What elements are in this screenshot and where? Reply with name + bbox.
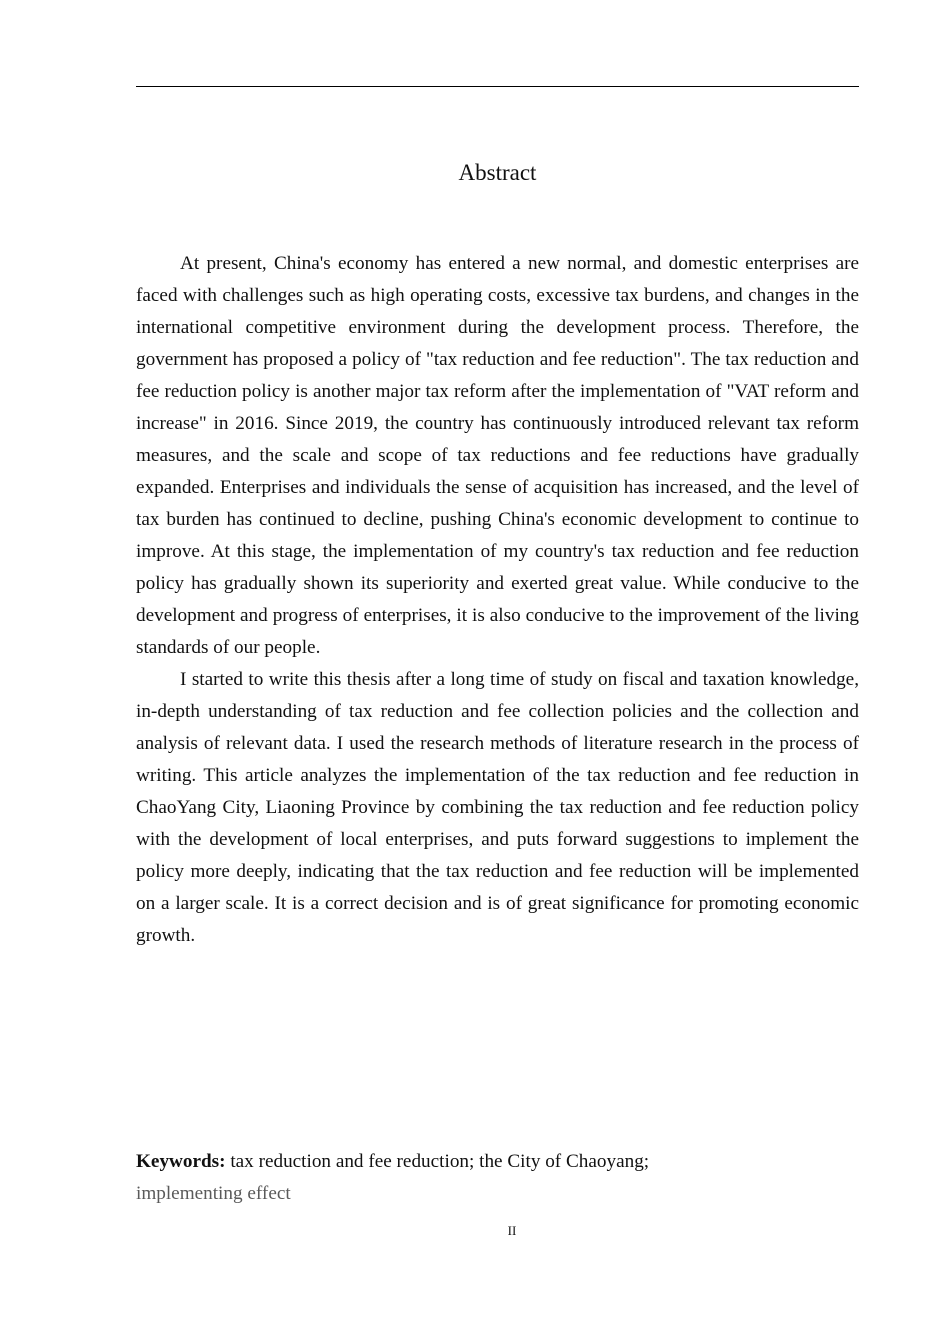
keywords-label: Keywords: (136, 1151, 226, 1172)
keywords-text-continued: implementing effect (136, 1183, 291, 1204)
abstract-paragraph-1: At present, China's economy has entered a new normal, and domestic enterprises are faced with challenges such as high operating costs, excessive tax burdens, and changes in the international competitive environment during the development process. Therefore, the government has proposed a policy of "tax reduction and fee reduction". The tax reduction and fee reduction policy is another major tax reform after the implementation of "VAT reform and increase" in 2016. Since 2019, the country has continuously introduced relevant tax reform measures, and the scale and scope of tax reductions and fee reductions have gradually expanded. Enterprises and individuals the sense of acquisition has increased, and the level of tax burden has continued to decline, pushing China's economic development to continue to improve. At this stage, the implementation of my country's tax reduction and fee reduction policy has gradually shown its superiority and exerted great value. While conducive to the development and progress of enterprises, it is also conducive to the improvement of the living standards of our people. (136, 253, 859, 658)
keywords-section (136, 1146, 859, 1210)
page-title: Abstract (458, 160, 537, 185)
header-rule (136, 86, 859, 87)
abstract-paragraph-2: I started to write this thesis after a long time of study on fiscal and taxation knowledge, in-depth understanding of tax reduction and fee collection policies and the collection and analysis of relevant data. I used the research methods of literature research in the process of writing. This article analyzes the implementation of the tax reduction and fee reduction in ChaoYang City, Liaoning Province by combining the tax reduction and fee reduction policy with the development of local enterprises, and puts forward suggestions to implement the policy more deeply, indicating that the tax reduction and fee reduction will be implemented on a larger scale. It is a correct decision and is of great significance for promoting economic growth. (136, 669, 859, 946)
keywords-text: tax reduction and fee reduction; the City of Chaoyang; (225, 1151, 650, 1172)
page-number: II (507, 1223, 517, 1238)
abstract-body (136, 248, 859, 952)
